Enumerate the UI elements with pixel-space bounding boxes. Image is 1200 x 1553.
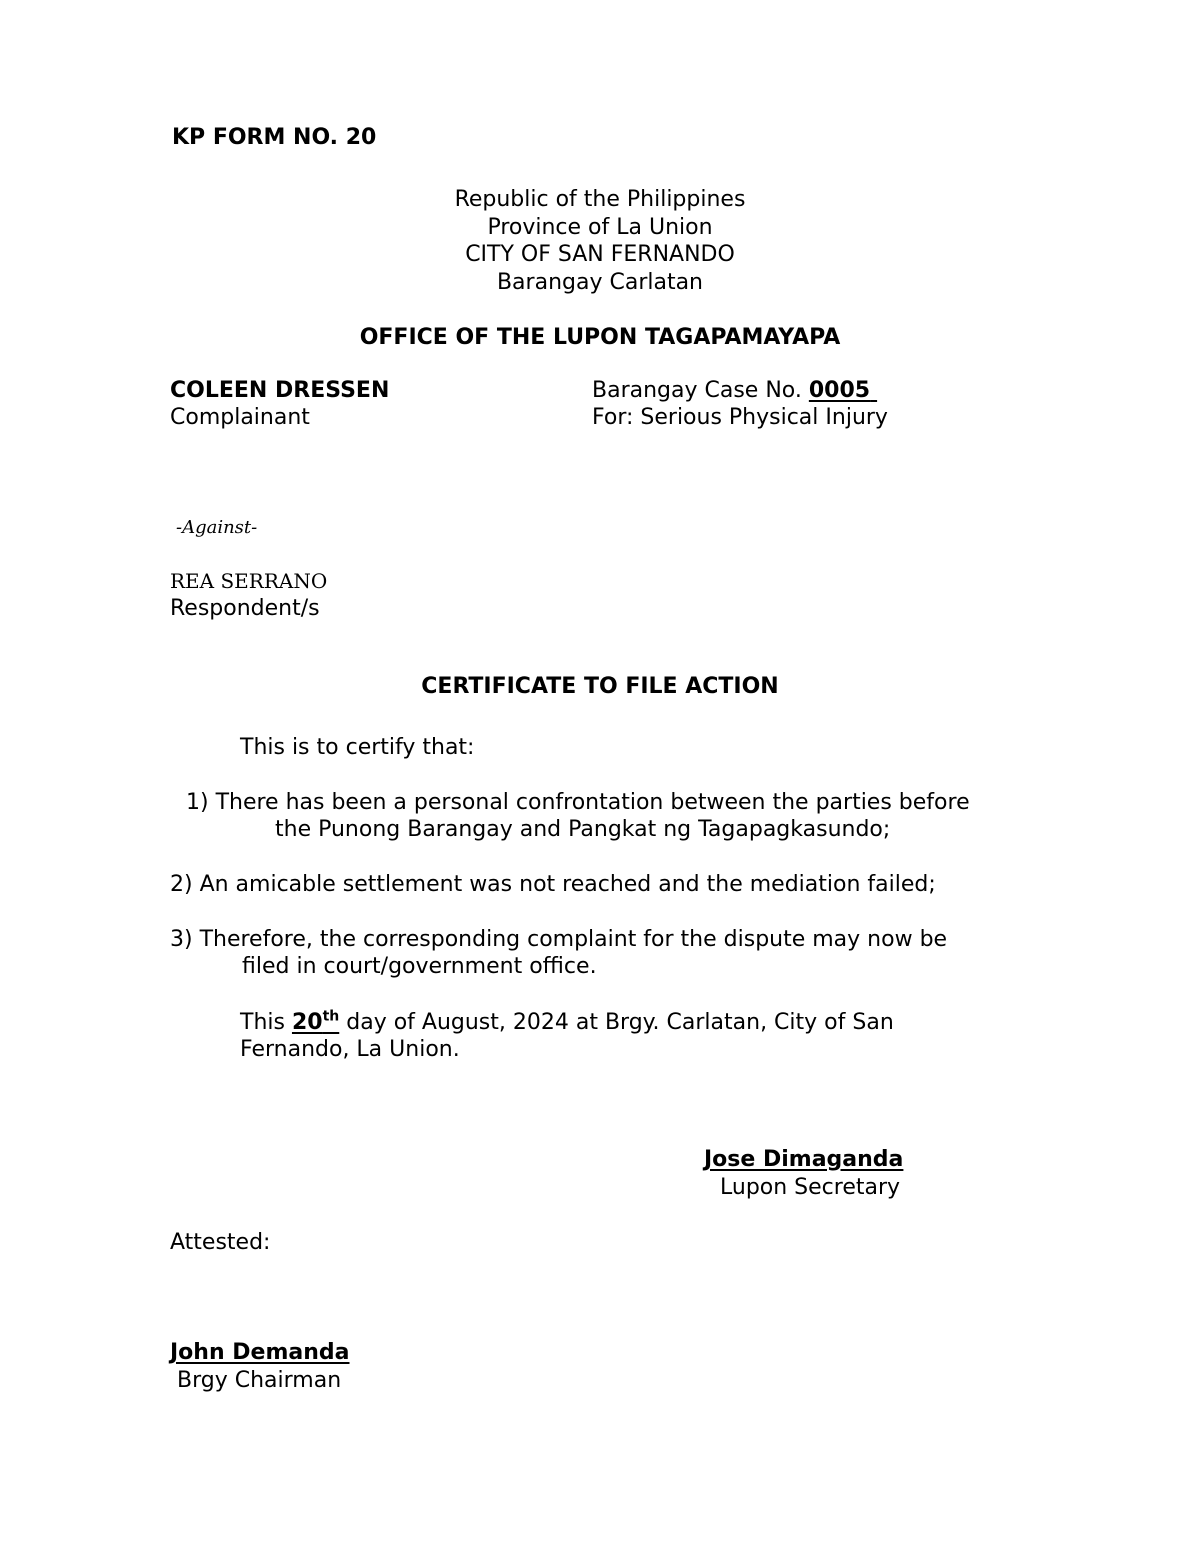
secretary-name: Jose Dimaganda — [704, 1147, 904, 1172]
case-for: For: Serious Physical Injury — [592, 405, 888, 430]
header-republic: Republic of the Philippines — [454, 187, 746, 212]
date-rest: day of August, 2024 at Brgy. Carlatan, City of San — [339, 1010, 894, 1035]
against-label: -Against- — [176, 517, 258, 538]
case-number-line — [592, 377, 877, 404]
date-day: 20th — [291, 1008, 340, 1035]
item-3-line-1: 3) Therefore, the corresponding complaint for the dispute may now be — [170, 927, 948, 952]
header-barangay: Barangay Carlatan — [496, 270, 704, 295]
secretary-title: Lupon Secretary — [720, 1175, 901, 1200]
case-number-value: 0005 — [808, 378, 871, 403]
chairman-title: Brgy Chairman — [177, 1368, 342, 1393]
certificate-title: CERTIFICATE TO FILE ACTION — [421, 674, 779, 699]
attested-label: Attested: — [170, 1230, 271, 1255]
item-1-line-1: 1) There has been a personal confrontation between the parties before — [186, 790, 970, 815]
date-prefix: This — [240, 1010, 292, 1035]
case-number-label: Barangay Case No. — [592, 378, 802, 403]
chairman-name: John Demanda — [170, 1340, 350, 1365]
item-1-line-2: the Punong Barangay and Pangkat ng Tagapagkasundo; — [275, 817, 891, 842]
item-3-line-2: filed in court/government office. — [242, 954, 597, 979]
date-line-2: Fernando, La Union. — [240, 1037, 460, 1062]
form-number: KP FORM NO. 20 — [172, 125, 377, 150]
respondent-name: REA SERRANO — [170, 569, 328, 593]
complainant-name: COLEEN DRESSEN — [170, 378, 390, 403]
header-city: CITY OF SAN FERNANDO — [465, 242, 735, 267]
complainant-label: Complainant — [170, 405, 310, 430]
date-line-1 — [240, 1009, 894, 1036]
office-title: OFFICE OF THE LUPON TAGAPAMAYAPA — [359, 325, 841, 350]
certify-intro: This is to certify that: — [240, 735, 475, 760]
header-province: Province of La Union — [487, 215, 713, 240]
item-2: 2) An amicable settlement was not reached and the mediation failed; — [170, 872, 936, 897]
respondent-label: Respondent/s — [170, 596, 320, 621]
